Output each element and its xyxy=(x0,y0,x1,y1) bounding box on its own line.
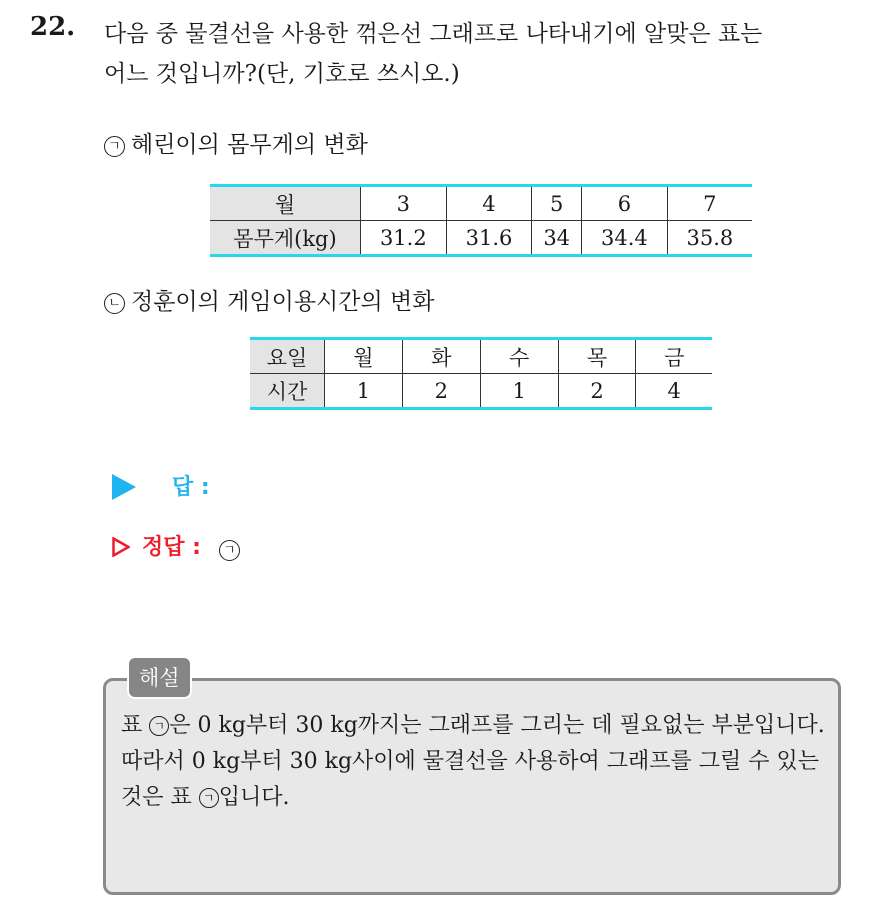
table-a-col: 7 xyxy=(667,186,752,221)
table-a-value: 31.2 xyxy=(361,221,447,256)
table-b-col: 화 xyxy=(402,339,480,374)
table-b-value: 1 xyxy=(480,374,558,409)
table-a-header-label: 월 xyxy=(210,186,361,221)
table-a-value-row xyxy=(210,221,752,256)
symbol-giyeok: ㄱ xyxy=(199,788,219,808)
answer-label: 답 : xyxy=(172,475,210,500)
explanation-paragraph-2: 따라서 0 kg부터 30 kg사이에 물결선을 사용하여 그래프를 그릴 수 있는 것은 표 ㄱ 입니다. xyxy=(121,749,820,810)
table-b-caption: ㄴ 정훈이의 게임이용시간의 변화 xyxy=(104,283,434,316)
symbol-giyeok: ㄱ xyxy=(149,716,169,736)
symbol-giyeok: ㄱ xyxy=(219,540,240,561)
table-b-value: 2 xyxy=(558,374,636,409)
explanation-tag: 해설 xyxy=(127,656,192,699)
table-a-value: 34 xyxy=(532,221,582,256)
table-b-header-label: 요일 xyxy=(250,339,325,374)
solution-label: 정답 : xyxy=(142,535,201,560)
table-a-value: 35.8 xyxy=(667,221,752,256)
solution-value xyxy=(219,535,240,560)
table-a-col: 5 xyxy=(532,186,582,221)
answer-line xyxy=(112,470,210,501)
explanation-text xyxy=(121,708,831,816)
table-b-col: 금 xyxy=(636,339,712,374)
table-b-col: 목 xyxy=(558,339,636,374)
table-a-value: 34.4 xyxy=(582,221,668,256)
table-a-header-row xyxy=(210,186,752,221)
table-a-col: 3 xyxy=(361,186,447,221)
explanation-paragraph-1: 표 ㄱ 은 0 kg부터 30 kg까지는 그래프를 그리는 데 필요없는 부분입니다. xyxy=(121,713,825,738)
question-line-2: 어느 것입니까?(단, 기호로 쓰시오.) xyxy=(104,61,460,87)
table-b-col: 월 xyxy=(325,339,403,374)
table-b xyxy=(250,337,712,410)
symbol-giyeok: ㄱ xyxy=(104,136,125,157)
table-b-header-row xyxy=(250,339,712,374)
table-a-value: 31.6 xyxy=(446,221,532,256)
table-b-row-label: 시간 xyxy=(250,374,325,409)
symbol-nieun: ㄴ xyxy=(104,293,125,314)
table-b-col: 수 xyxy=(480,339,558,374)
outline-triangle-icon xyxy=(112,537,130,557)
table-a-col: 4 xyxy=(446,186,532,221)
table-a xyxy=(210,184,752,257)
table-b-value: 1 xyxy=(325,374,403,409)
solution-line xyxy=(112,530,240,561)
question-text xyxy=(104,14,874,94)
table-b-value: 2 xyxy=(402,374,480,409)
filled-triangle-icon xyxy=(112,474,136,500)
table-a-caption: ㄱ 혜린이의 몸무게의 변화 xyxy=(104,126,368,159)
question-number: 22. xyxy=(30,12,76,42)
table-a-row-label: 몸무게(kg) xyxy=(210,221,361,256)
table-b-value-row xyxy=(250,374,712,409)
question-line-1: 다음 중 물결선을 사용한 꺾은선 그래프로 나타내기에 알맞은 표는 xyxy=(104,21,763,47)
table-a-col: 6 xyxy=(582,186,668,221)
table-b-value: 4 xyxy=(636,374,712,409)
